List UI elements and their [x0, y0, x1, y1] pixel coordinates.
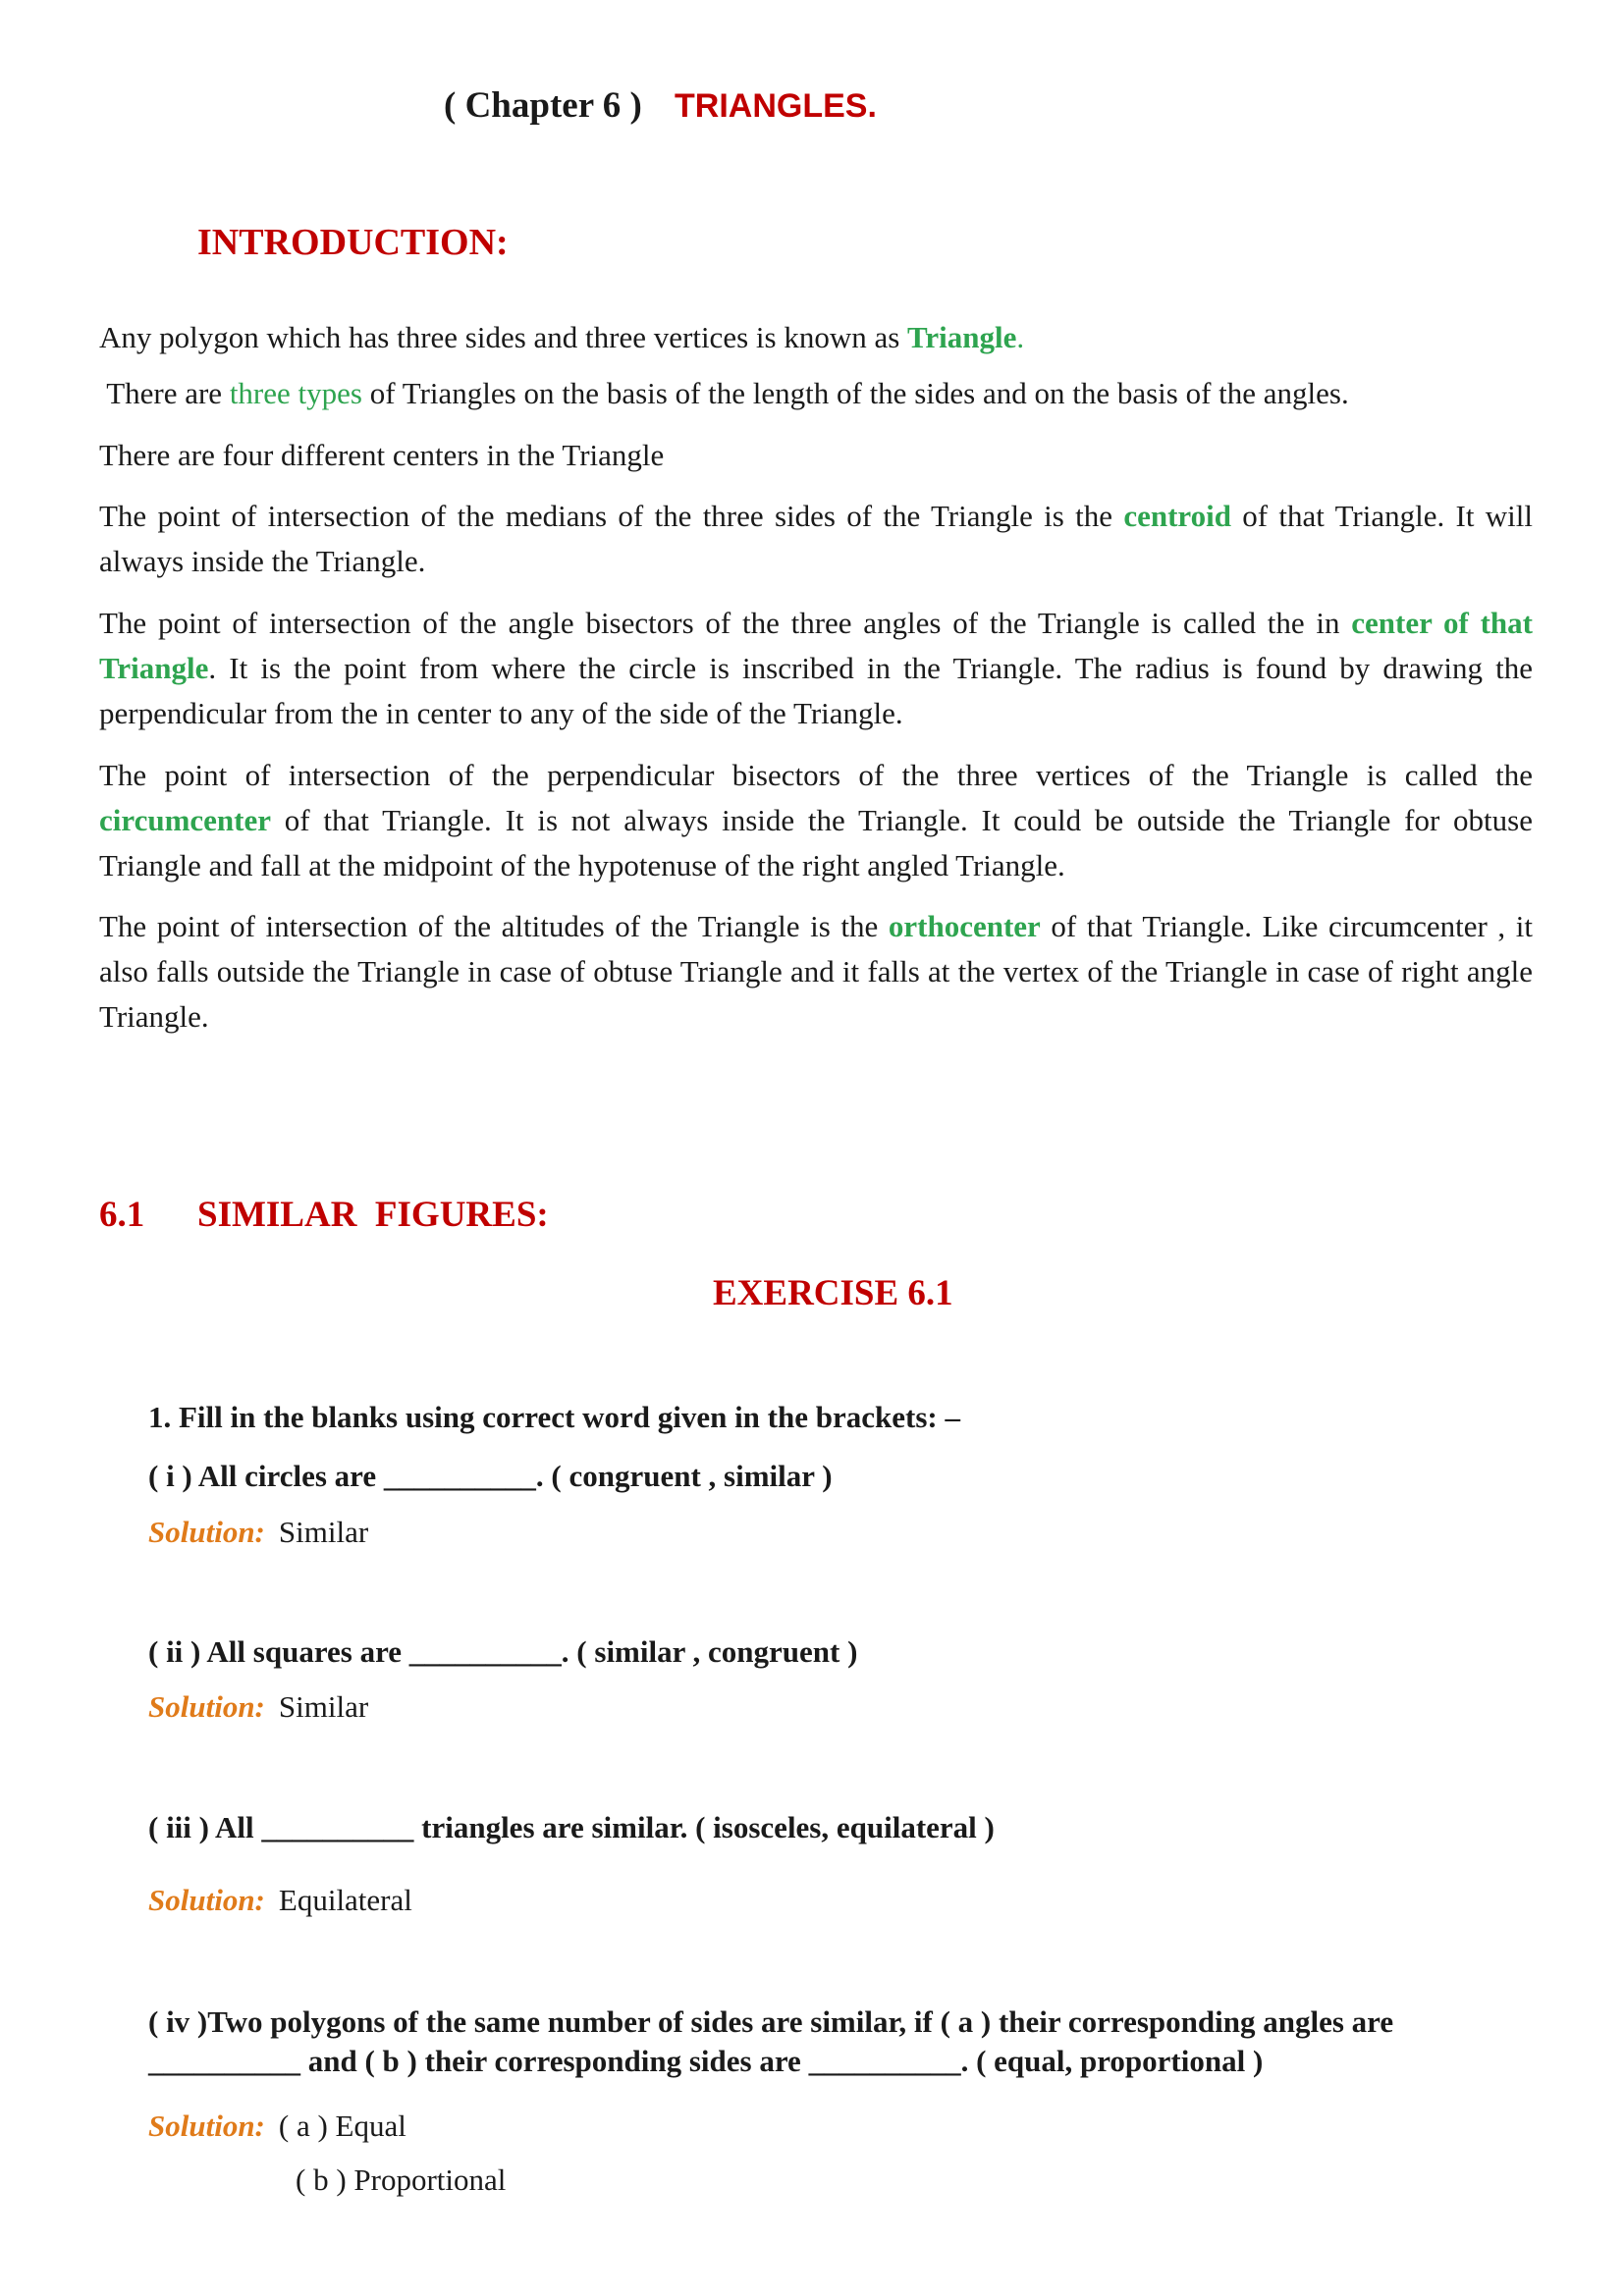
question-2: ( ii ) All squares are __________. ( similar , congruent ): [148, 1634, 858, 1669]
intro-paragraph-5: [99, 601, 1533, 736]
section-number: 6.1: [99, 1195, 145, 1235]
introduction-heading: INTRODUCTION:: [197, 222, 509, 263]
question-1: ( i ) All circles are __________. ( congruent , similar ): [148, 1459, 833, 1493]
solution-2-text: Similar: [278, 1689, 369, 1724]
p7-start: The point of intersection of the altitudes of the Triangle is the: [99, 909, 889, 943]
solution-3: [148, 1883, 412, 1918]
p7-end: of that Triangle. Like circumcenter , it also falls outside the Triangle in case of obtuse Triangle and it falls at the vertex of the Triangle in case of right angle Triangle.: [99, 909, 1534, 1034]
p6-end: of that Triangle. It is not always inside the Triangle. It could be outside the Triangle for obtuse Triangle and fall at the midpoint of the hypotenuse of the right angled Triangle.: [99, 803, 1533, 882]
solution-label: Solution:: [148, 1883, 265, 1917]
question-intro: 1. Fill in the blanks using correct word given in the brackets: –: [148, 1400, 960, 1434]
p6-start: The point of intersection of the perpendicular bisectors of the three vertices of the Triangle is called the: [99, 758, 1533, 792]
chapter-label: ( Chapter 6 ): [444, 85, 642, 126]
p1-text: Any polygon which has three sides and three vertices is known as: [99, 320, 908, 354]
solution-label: Solution:: [148, 1515, 265, 1549]
term-orthocenter: orthocenter: [888, 909, 1041, 943]
intro-paragraph-2: [99, 371, 1533, 416]
p5-start: The point of intersection of the angle bisectors of the three angles of the Triangle is called the in: [99, 606, 1352, 640]
chapter-header: [444, 84, 877, 127]
intro-paragraph-4: [99, 494, 1533, 584]
solution-4: [148, 2109, 406, 2144]
p2-start: There are: [99, 376, 230, 410]
p1-end: .: [1016, 320, 1025, 354]
chapter-title: TRIANGLES.: [675, 87, 877, 125]
intro-paragraph-7: [99, 904, 1533, 1040]
solution-label: Solution:: [148, 2109, 265, 2143]
solution-1: [148, 1515, 368, 1550]
exercise-heading: EXERCISE 6.1: [713, 1273, 953, 1313]
term-three-types: three types: [229, 376, 362, 410]
term-circumcenter: circumcenter: [99, 803, 271, 837]
term-centroid: centroid: [1123, 499, 1231, 533]
intro-paragraph-1: [99, 315, 1533, 360]
p2-end: of Triangles on the basis of the length of the sides and on the basis of the angles.: [361, 376, 1349, 410]
solution-3-text: Equilateral: [278, 1883, 412, 1917]
solution-4b-text: ( b ) Proportional: [296, 2163, 507, 2197]
term-incenter: center of that Triangle: [99, 606, 1533, 685]
section-title: SIMILAR FIGURES:: [197, 1195, 549, 1235]
section-heading: [99, 1194, 549, 1236]
solution-4a-text: ( a ) Equal: [278, 2109, 406, 2143]
intro-paragraph-6: [99, 753, 1533, 888]
solution-2: [148, 1689, 368, 1725]
term-triangle: Triangle: [907, 320, 1017, 354]
p5-end: . It is the point from where the circle is inscribed in the Triangle. The radius is found by drawing the perpendicular from the in center to any of the side of the Triangle.: [99, 651, 1533, 730]
solution-label: Solution:: [148, 1689, 265, 1724]
p4-start: The point of intersection of the medians of the three sides of the Triangle is the: [99, 499, 1124, 533]
p4-end: of that Triangle. It will always inside the Triangle.: [99, 499, 1533, 578]
intro-paragraph-3: There are four different centers in the Triangle: [99, 438, 665, 472]
question-4: ( iv )Two polygons of the same number of sides are similar, if ( a ) their corresponding angles are __________ and ( b ) their corresponding sides are __________. ( equal, proportional ): [148, 2004, 1394, 2078]
solution-1-text: Similar: [278, 1515, 369, 1549]
question-3: ( iii ) All __________ triangles are similar. ( isosceles, equilateral ): [148, 1810, 995, 1844]
